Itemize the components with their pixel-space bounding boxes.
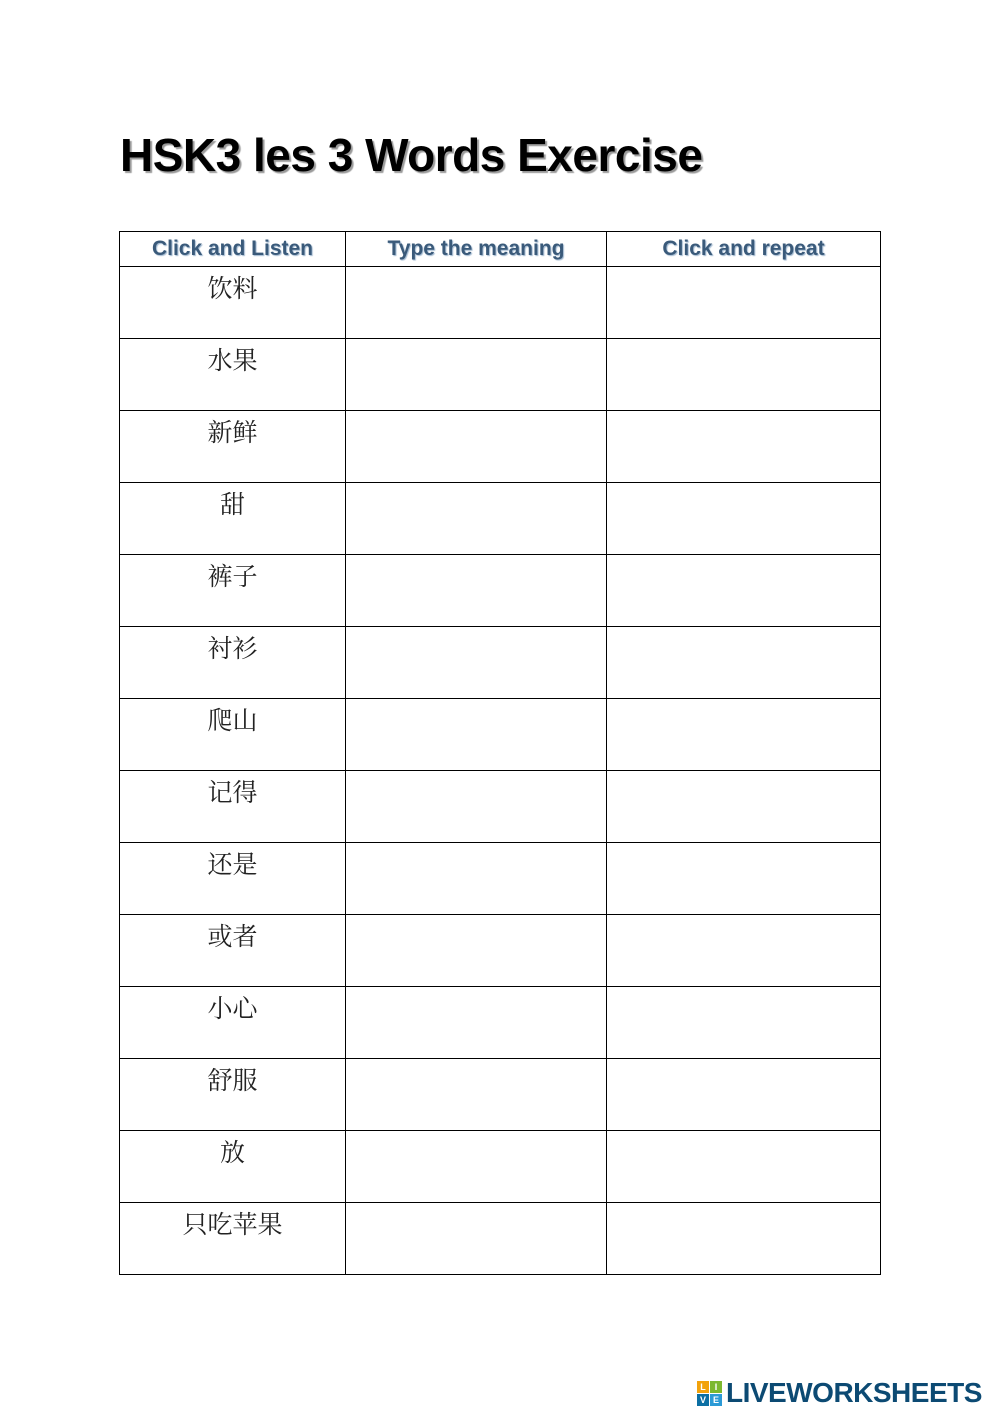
liveworksheets-logo — [697, 1378, 982, 1408]
table-row — [120, 771, 881, 843]
repeat-recording-cell[interactable] — [607, 771, 881, 843]
listen-word-cell[interactable]: 记得 — [120, 771, 346, 843]
repeat-recording-cell[interactable] — [607, 1131, 881, 1203]
table-row — [120, 411, 881, 483]
meaning-answer-field[interactable] — [346, 915, 607, 987]
logo-mark-letter: L — [697, 1381, 709, 1393]
listen-word-cell[interactable]: 放 — [120, 1131, 346, 1203]
repeat-recording-cell[interactable] — [607, 627, 881, 699]
listen-word-cell[interactable]: 饮料 — [120, 267, 346, 339]
logo-mark-letter: V — [697, 1394, 709, 1406]
table-row — [120, 627, 881, 699]
repeat-recording-cell[interactable] — [607, 987, 881, 1059]
header-type-the-meaning: Type the meaning — [346, 232, 607, 267]
repeat-recording-cell[interactable] — [607, 1203, 881, 1275]
meaning-answer-field[interactable] — [346, 555, 607, 627]
table-row — [120, 915, 881, 987]
meaning-answer-field[interactable] — [346, 987, 607, 1059]
repeat-recording-cell[interactable] — [607, 555, 881, 627]
repeat-recording-cell[interactable] — [607, 411, 881, 483]
logo-text: LIVEWORKSHEETS — [726, 1377, 982, 1408]
vocabulary-table — [119, 231, 881, 1275]
listen-word-cell[interactable]: 爬山 — [120, 699, 346, 771]
logo-mark-letter: E — [710, 1394, 722, 1406]
repeat-recording-cell[interactable] — [607, 483, 881, 555]
meaning-answer-field[interactable] — [346, 339, 607, 411]
repeat-recording-cell[interactable] — [607, 339, 881, 411]
table-row — [120, 843, 881, 915]
listen-word-cell[interactable]: 裤子 — [120, 555, 346, 627]
repeat-recording-cell[interactable] — [607, 267, 881, 339]
listen-word-cell[interactable]: 只吃苹果 — [120, 1203, 346, 1275]
header-click-and-listen: Click and Listen — [120, 232, 346, 267]
meaning-answer-field[interactable] — [346, 1203, 607, 1275]
listen-word-cell[interactable]: 水果 — [120, 339, 346, 411]
repeat-recording-cell[interactable] — [607, 699, 881, 771]
listen-word-cell[interactable]: 小心 — [120, 987, 346, 1059]
meaning-answer-field[interactable] — [346, 267, 607, 339]
listen-word-cell[interactable]: 舒服 — [120, 1059, 346, 1131]
repeat-recording-cell[interactable] — [607, 915, 881, 987]
worksheet-title: HSK3 les 3 Words Exercise — [120, 129, 703, 181]
meaning-answer-field[interactable] — [346, 771, 607, 843]
table-header-row — [120, 232, 881, 267]
table-row — [120, 1203, 881, 1275]
table-row — [120, 699, 881, 771]
table-row — [120, 1131, 881, 1203]
listen-word-cell[interactable]: 新鲜 — [120, 411, 346, 483]
table-row — [120, 555, 881, 627]
meaning-answer-field[interactable] — [346, 411, 607, 483]
listen-word-cell[interactable]: 衬衫 — [120, 627, 346, 699]
meaning-answer-field[interactable] — [346, 843, 607, 915]
meaning-answer-field[interactable] — [346, 627, 607, 699]
repeat-recording-cell[interactable] — [607, 843, 881, 915]
table-row — [120, 267, 881, 339]
meaning-answer-field[interactable] — [346, 1059, 607, 1131]
liveworksheets-logo-icon — [697, 1381, 722, 1406]
table-row — [120, 1059, 881, 1131]
listen-word-cell[interactable]: 甜 — [120, 483, 346, 555]
table-row — [120, 339, 881, 411]
listen-word-cell[interactable]: 还是 — [120, 843, 346, 915]
logo-mark-letter: I — [710, 1381, 722, 1393]
meaning-answer-field[interactable] — [346, 1131, 607, 1203]
meaning-answer-field[interactable] — [346, 699, 607, 771]
table-row — [120, 483, 881, 555]
header-click-and-repeat: Click and repeat — [607, 232, 881, 267]
listen-word-cell[interactable]: 或者 — [120, 915, 346, 987]
meaning-answer-field[interactable] — [346, 483, 607, 555]
repeat-recording-cell[interactable] — [607, 1059, 881, 1131]
table-row — [120, 987, 881, 1059]
